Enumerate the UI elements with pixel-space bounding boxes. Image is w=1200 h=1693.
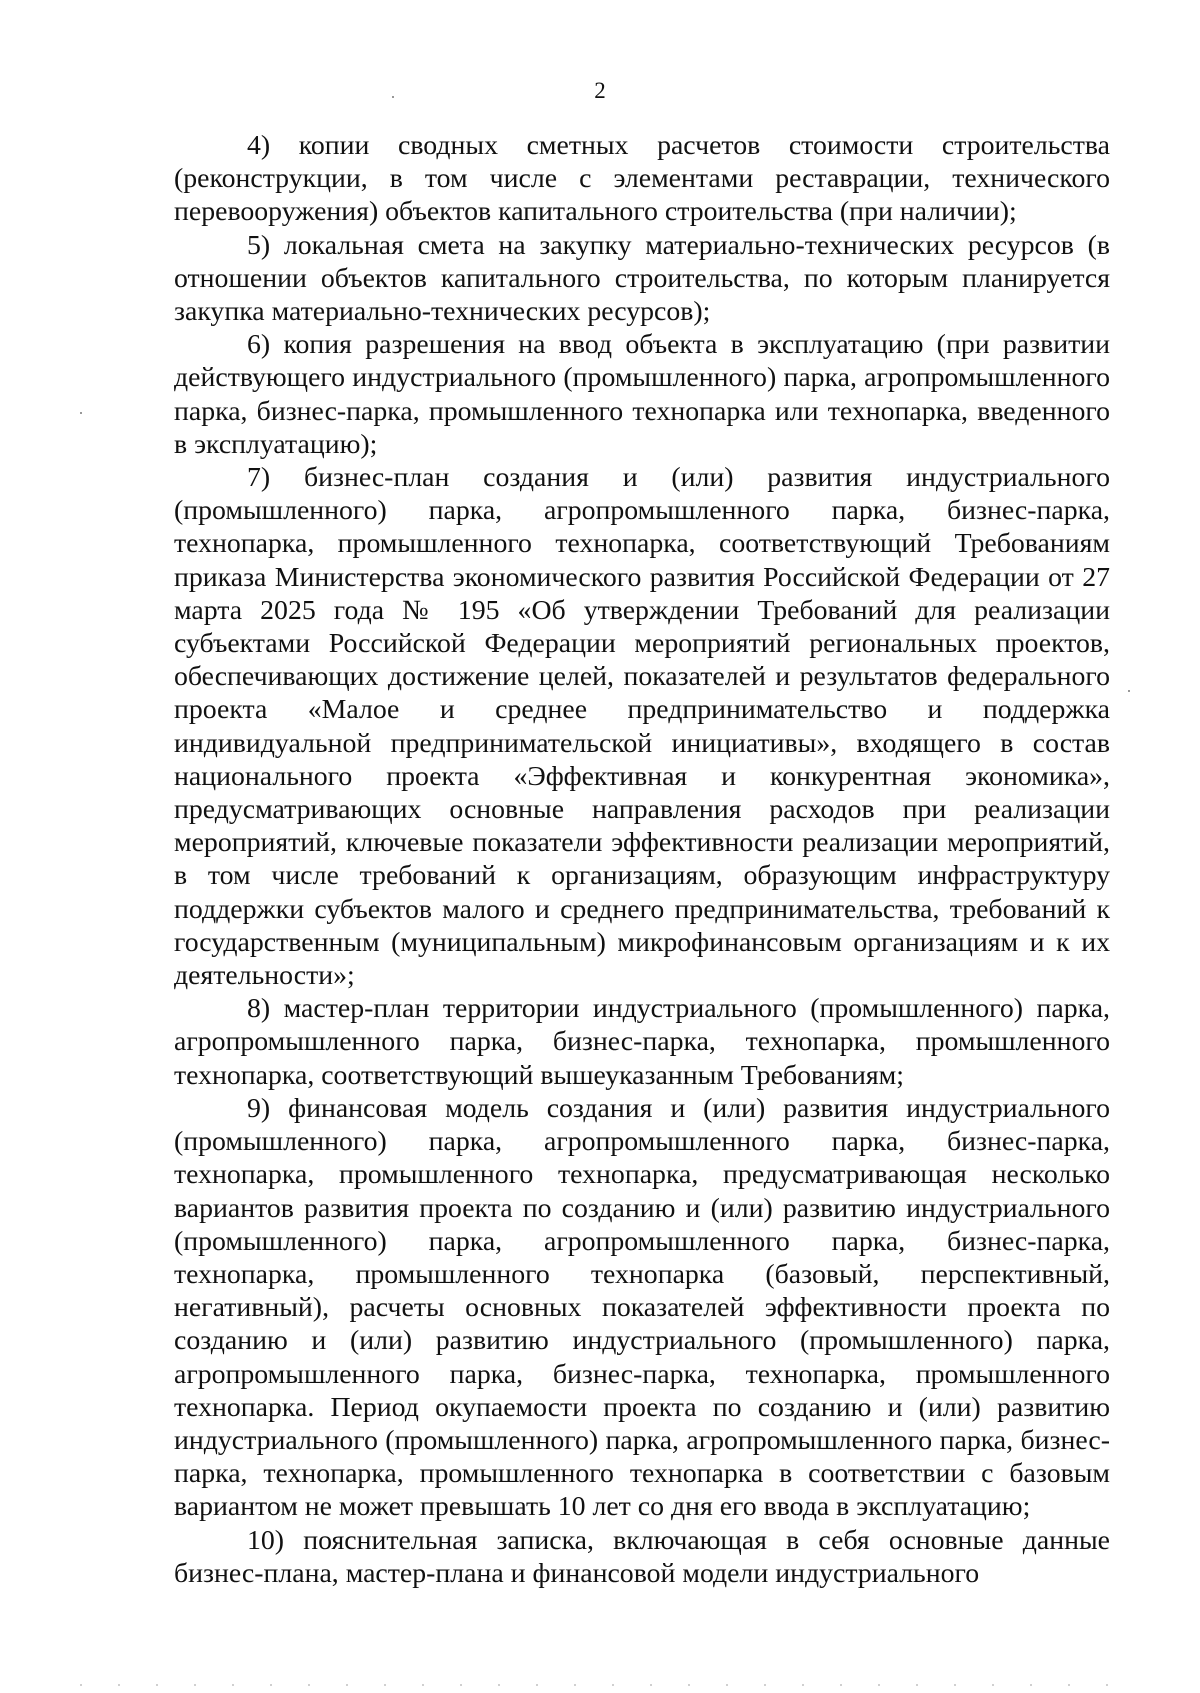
list-item-6: 6) копия разрешения на ввод объекта в эксплуатацию (при развитии действующего индустриального (промышленного) парка, агропромышленного парка, бизнес-парка, промышленного технопарка или технопарка, введенного в эксплуатацию);: [174, 329, 1110, 460]
scan-border-noise: [80, 1684, 1120, 1686]
list-item-9: 9) финансовая модель создания и (или) развития индустриального (промышленного) парка, агропромышленного парка, бизнес-парка, технопарка, промышленного технопарка, предусматривающая несколько вариантов развития проекта по созданию и (или) развитию индустриального (промышленного) парка, агропромышленного парка, бизнес-парка, технопарка, промышленного технопарка (базовый, перспективный, негативный), расчеты основных показателей эффективности проекта по созданию и (или) развитию индустриального (промышленного) парка, агропромышленного парка, бизнес-парка, технопарка, промышленного технопарка. Период окупаемости проекта по созданию и (или) развитию индустриального (промышленного) парка, агропромышленного парка, бизнес-парка, технопарка, промышленного технопарка в соответствии с базовым вариантом не может превышать 10 лет со дня его ввода в эксплуатацию;: [174, 1092, 1110, 1523]
page-number: 2: [594, 78, 606, 103]
list-item-5: 5) локальная смета на закупку материально-технических ресурсов (в отношении объектов капитального строительства, по которым планируется закупка материально-технических ресурсов);: [174, 229, 1110, 328]
scan-speck: [1128, 690, 1130, 692]
scan-speck: [80, 412, 82, 414]
scan-speck: [392, 96, 394, 98]
list-item-4: 4) копии сводных сметных расчетов стоимости строительства (реконструкции, в том числе с элементами реставрации, технического перевооружения) объектов капитального строительства (при наличии);: [174, 130, 1110, 228]
list-item-10: 10) пояснительная записка, включающая в себя основные данные бизнес-плана, мастер-плана и финансовой модели индустриального: [174, 1524, 1110, 1589]
document-body: [174, 129, 1110, 1590]
list-item-7: 7) бизнес-план создания и (или) развития индустриального (промышленного) парка, агропромышленного парка, бизнес-парка, технопарка, промышленного технопарка, соответствующий Требованиям приказа Министерства экономического развития Российской Федерации от 27 марта 2025 года № 195 «Об утверждении Требований для реализации субъектами Российской Федерации мероприятий региональных проектов, обеспечивающих достижение целей, показателей и результатов федерального проекта «Малое и среднее предпринимательство и поддержка индивидуальной предпринимательской инициативы», входящего в состав национального проекта «Эффективная и конкурентная экономика», предусматривающих основные направления расходов при реализации мероприятий, ключевые показатели эффективности реализации мероприятий, в том числе требований к организациям, образующим инфраструктуру поддержки субъектов малого и среднего предпринимательства, требований к государственным (муниципальным) микрофинансовым организациям и к их деятельности»;: [174, 462, 1110, 992]
list-item-8: 8) мастер-план территории индустриального (промышленного) парка, агропромышленного парка, бизнес-парка, технопарка, промышленного технопарка, соответствующий вышеуказанным Требованиям;: [174, 993, 1110, 1091]
